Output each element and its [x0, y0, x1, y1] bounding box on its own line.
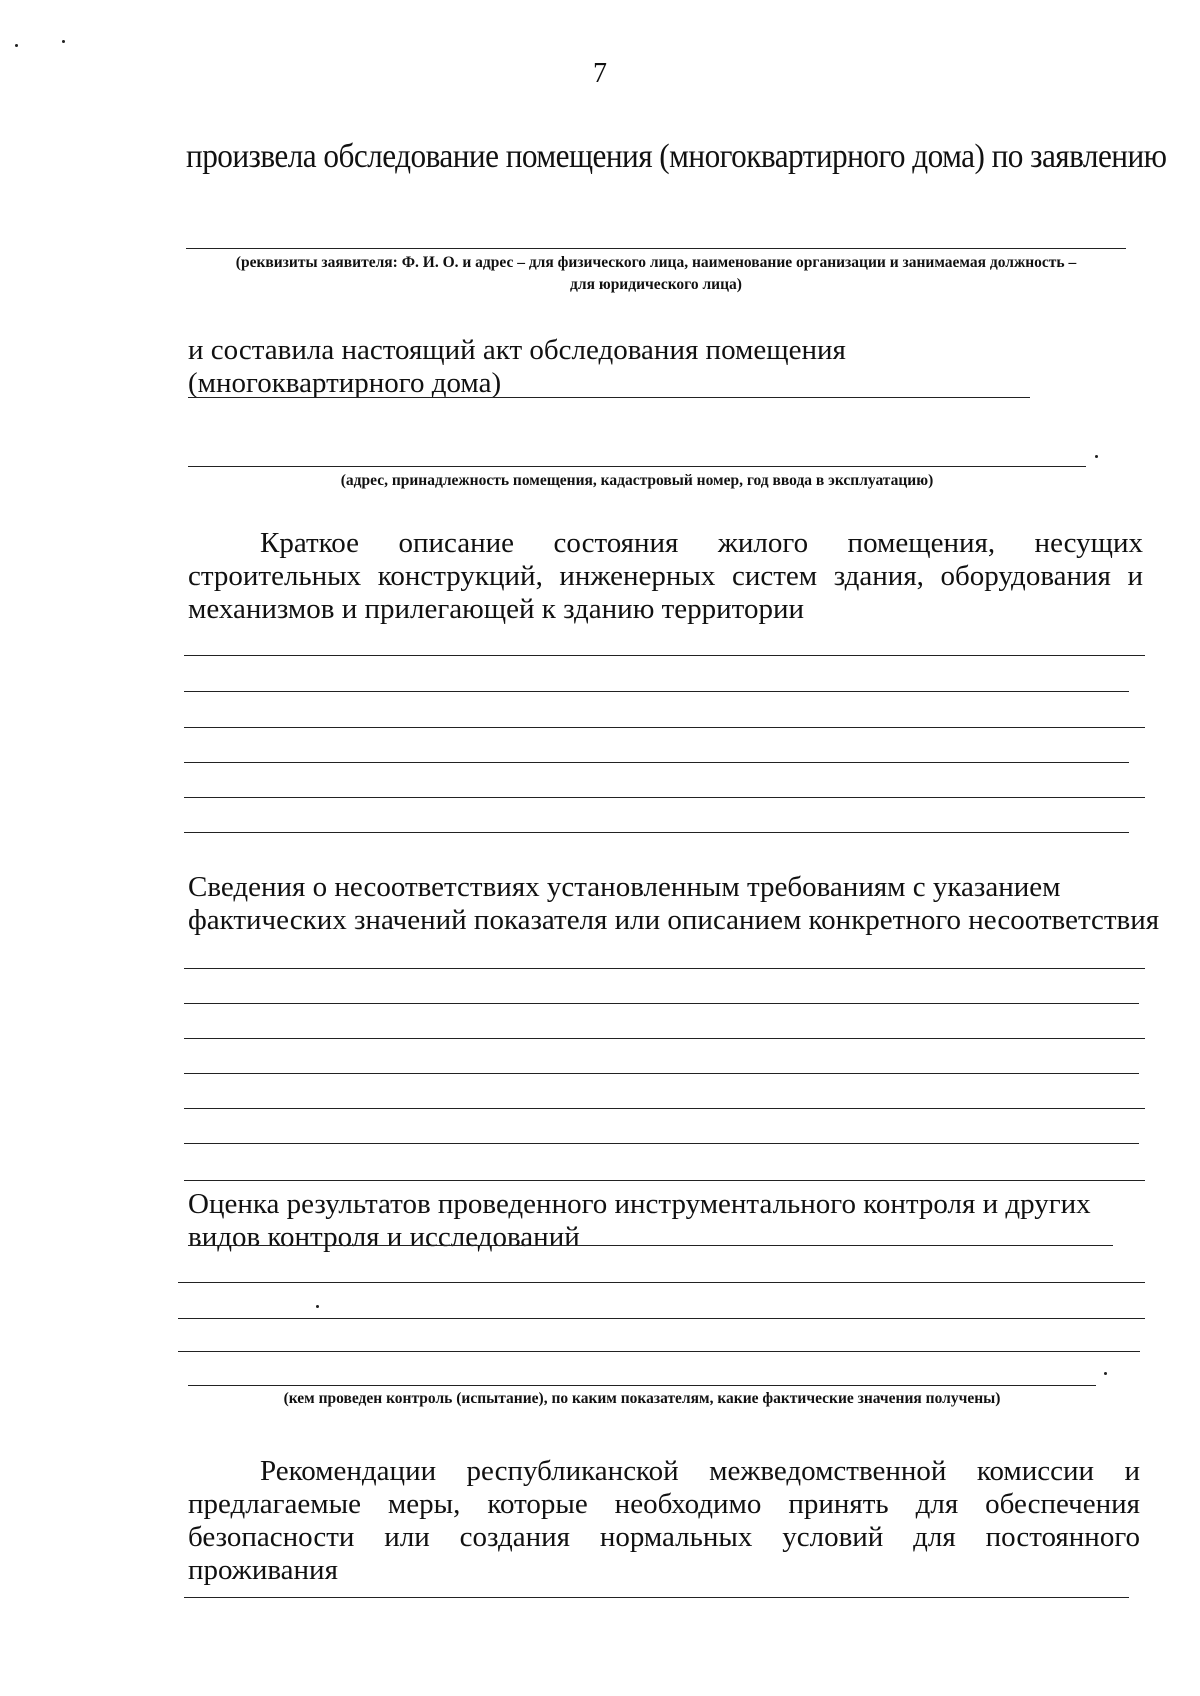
- act-statement-line-2: (многоквартирного дома): [188, 367, 502, 399]
- address-note: (адрес, принадлежность помещения, кадастровый номер, год ввода в эксплуатацию): [340, 472, 934, 489]
- commission-recommendations-line-4: проживания: [188, 1554, 338, 1586]
- assessment-fill-line: [178, 1282, 1145, 1283]
- applicant-note-line-1: (реквизиты заявителя: Ф. И. О. и адрес – для физического лица, наименование организации и занимаемая должность –: [235, 254, 1077, 271]
- act-statement-fill-line: [188, 397, 1030, 398]
- condition-description-line-3: механизмов и прилегающей к зданию территории: [188, 593, 805, 625]
- nonconformity-fill-line: [184, 1108, 1145, 1109]
- assessment-fill-line: [178, 1318, 1145, 1319]
- line-end-dot: [1095, 455, 1098, 458]
- scan-speck: [15, 44, 18, 47]
- scan-speck: [316, 1305, 319, 1308]
- applicant-fill-line: [186, 248, 1126, 249]
- applicant-note-line-2: для юридического лица): [570, 276, 742, 293]
- applicant-note: [186, 252, 1126, 296]
- description-fill-line: [184, 797, 1145, 798]
- nonconformity-fill-line: [184, 1038, 1145, 1039]
- commission-recommendations-line-1: Рекомендации республиканской межведомственной комиссии и: [260, 1455, 1140, 1487]
- control-assessment-line-2: видов контроля и исследований: [188, 1221, 580, 1253]
- description-fill-line: [184, 762, 1129, 763]
- nonconformity-fill-line: [184, 1180, 1145, 1181]
- nonconformity-info: [188, 871, 1159, 937]
- description-fill-line: [184, 727, 1145, 728]
- description-fill-line: [184, 691, 1129, 692]
- act-statement: [188, 334, 846, 400]
- line-end-dot: [1104, 1372, 1107, 1375]
- control-note: (кем проведен контроль (испытание), по каким показателям, какие фактические значения получены): [283, 1390, 1001, 1407]
- nonconformity-info-line-2: фактических значений показателя или описанием конкретного несоответствия: [188, 904, 1160, 936]
- page-heading: произвела обследование помещения (многоквартирного дома) по заявлению: [186, 138, 1167, 175]
- condition-description-line-2: строительных конструкций, инженерных систем здания, оборудования и: [188, 560, 1143, 592]
- nonconformity-fill-line: [184, 1073, 1139, 1074]
- condition-description: [188, 527, 1143, 626]
- condition-description-line-1: Краткое описание состояния жилого помещения, несущих: [260, 527, 1143, 559]
- act-statement-line-1: и составила настоящий акт обследования помещения: [188, 334, 846, 366]
- commission-recommendations-line-3: безопасности или создания нормальных условий для постоянного: [188, 1521, 1140, 1553]
- address-fill-line: [188, 466, 1086, 467]
- commission-recommendations-line-2: предлагаемые меры, которые необходимо принять для обеспечения: [188, 1488, 1140, 1520]
- description-fill-line: [184, 655, 1145, 656]
- nonconformity-fill-line: [184, 968, 1145, 969]
- nonconformity-info-line-1: Сведения о несоответствиях установленным требованиям с указанием: [188, 871, 1061, 903]
- nonconformity-fill-line: [184, 1143, 1139, 1144]
- scan-speck: [62, 40, 65, 43]
- recommendations-fill-line: [184, 1597, 1129, 1598]
- assessment-fill-line: [178, 1351, 1140, 1352]
- commission-recommendations: [188, 1455, 1140, 1587]
- control-fill-line: [188, 1385, 1096, 1386]
- assessment-fill-line: [188, 1245, 1113, 1246]
- page-number: 7: [593, 58, 607, 89]
- description-fill-line: [184, 832, 1129, 833]
- control-assessment-line-1: Оценка результатов проведенного инструментального контроля и других: [188, 1188, 1091, 1220]
- nonconformity-fill-line: [184, 1003, 1139, 1004]
